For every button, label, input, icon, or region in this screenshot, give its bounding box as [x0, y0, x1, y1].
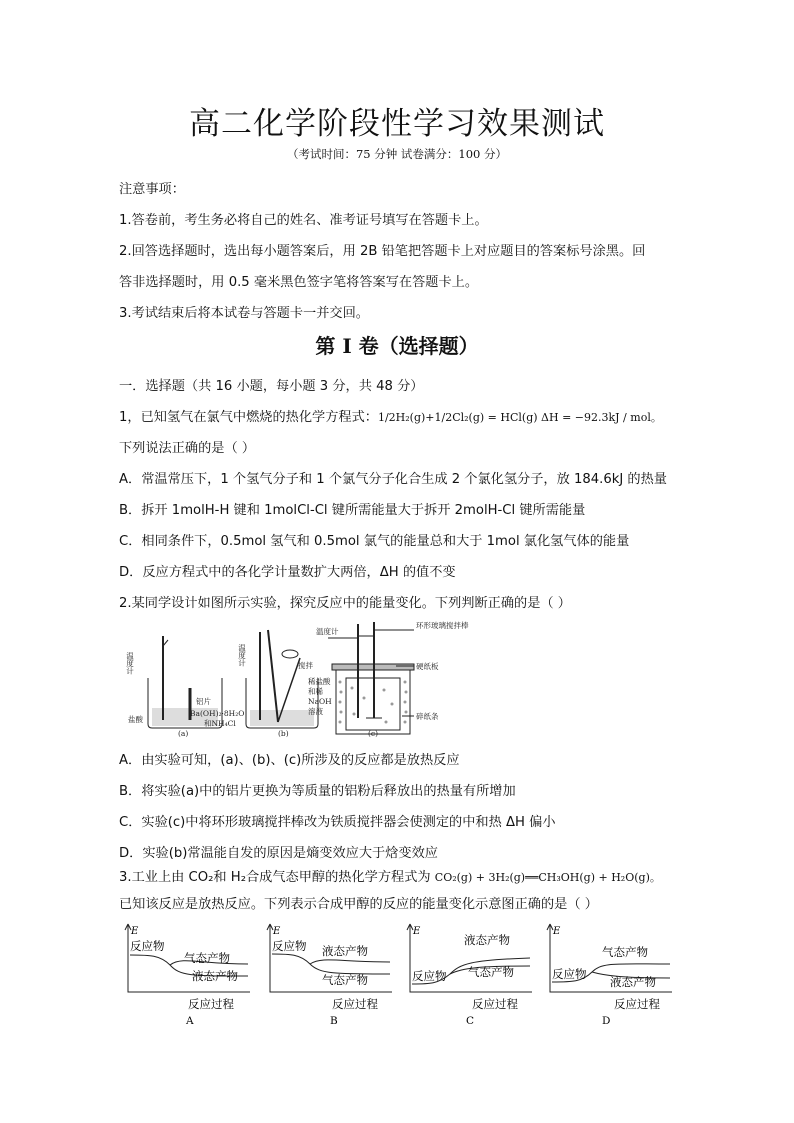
graph-c-axis-e: E [413, 926, 421, 937]
note-item-3: 3.考试结束后将本试卷与答题卡一并交回。 [119, 306, 369, 321]
fig-b-reagent1: Ba(OH)₂·8H₂O [190, 709, 245, 718]
fig-c-stirrer: 环形玻璃搅拌棒 [416, 621, 469, 630]
exam-subtitle: （考试时间：75 分钟 试卷满分：100 分） [286, 147, 508, 161]
q1-stem-text: 1，已知氢气在氯气中燃烧的热化学方程式： [119, 410, 378, 425]
graph-d-prod1: 气态产物 [602, 945, 648, 959]
fig-c-sol3: NaOH [308, 697, 332, 706]
energy-graph-a [125, 924, 250, 1027]
graph-a-reactant: 反应物 [130, 939, 165, 953]
q1-stem-b: 下列说法正确的是（ ） [119, 441, 256, 456]
graph-a-prod2: 液态产物 [192, 969, 238, 983]
graph-a-letter: A [186, 1015, 194, 1027]
graph-d-prod2: 液态产物 [610, 975, 656, 989]
q1-option-d: D．反应方程式中的各化学计量数扩大两倍，ΔH 的值不变 [119, 565, 456, 580]
q3-stem [119, 866, 661, 885]
exam-title: 高二化学阶段性学习效果测试 [189, 106, 605, 142]
graph-d-reactant: 反应物 [552, 967, 587, 981]
fig-c-label: (c) [368, 729, 379, 738]
q2-option-d: D．实验(b)常温能自发的原因是熵变效应大于焓变效应 [119, 846, 438, 861]
graph-c-axis-x: 反应过程 [472, 997, 518, 1011]
graph-b-letter: B [330, 1015, 338, 1027]
fig-c-thermo: 温度计 [316, 627, 339, 636]
fig-b-reagent2: 和NH₄Cl [204, 719, 236, 728]
graph-b-reactant: 反应物 [272, 939, 307, 953]
note-item-2a: 2.回答选择题时，选出每小题答案后，用 2B 铅笔把答题卡上对应题目的答案标号涂黑。回 [119, 244, 646, 259]
section-title: 第 I 卷（选择题） [315, 334, 479, 358]
energy-graph-c [407, 924, 532, 1027]
graph-d-axis-x: 反应过程 [614, 997, 660, 1011]
graph-b-prod2: 气态产物 [322, 973, 368, 987]
q2-option-a: A．由实验可知，(a)、(b)、(c)所涉及的反应都是放热反应 [119, 753, 460, 768]
fig-b-label: (b) [278, 729, 289, 738]
note-item-2b: 答非选择题时，用 0.5 毫米黑色签字笔将答案写在答题卡上。 [119, 275, 479, 290]
q2-apparatus-figure [125, 618, 469, 738]
fig-c-sol1: 稀盐酸 [308, 677, 331, 686]
graph-a-axis-x: 反应过程 [188, 997, 234, 1011]
q3-stem-b: 已知该反应是放热反应。下列表示合成甲醇的反应的能量变化示意图正确的是（ ） [119, 897, 598, 912]
graph-b-axis-x: 反应过程 [332, 997, 378, 1011]
graph-c-letter: C [466, 1015, 475, 1027]
graph-c-reactant: 反应物 [412, 969, 447, 983]
q1-stem [119, 406, 662, 425]
q3-stem-text: 3.工业上由 CO₂和 H₂合成气态甲醇的热化学方程式为 [119, 870, 435, 885]
fig-a-label: (a) [178, 729, 189, 738]
graph-c-prod2: 气态产物 [468, 965, 514, 979]
q3-energy-diagrams [120, 920, 680, 1030]
energy-graph-b [267, 924, 392, 1027]
fig-c-sol2: 和稀 [308, 687, 323, 696]
graph-d-letter: D [602, 1015, 611, 1027]
note-item-1: 1.答卷前，考生务必将自己的姓名、准考证号填写在答题卡上。 [119, 213, 488, 228]
fig-c-sol4: 溶液 [308, 707, 323, 716]
graph-d-axis-e: E [553, 926, 561, 937]
q1-option-c: C．相同条件下，0.5mol 氢气和 0.5mol 氯气的能量总和大于 1mol 氯化氢气体的能量 [119, 534, 630, 549]
graph-a-prod1: 气态产物 [184, 951, 230, 965]
graph-a-axis-e: E [131, 926, 139, 937]
fig-b-thermo: 温度计 [237, 644, 247, 667]
fig-c-board: 硬纸板 [416, 662, 439, 671]
fig-a-plate: 铝片 [196, 697, 211, 706]
q1-option-a: A．常温常压下，1 个氢气分子和 1 个氯气分子化合生成 2 个氯化氢分子，放 184.6kJ 的热量 [119, 472, 667, 487]
energy-graph-d [547, 924, 672, 1027]
fig-a-thermo: 温度计 [125, 652, 135, 675]
graph-c-prod1: 液态产物 [464, 933, 510, 947]
q2-option-b: B．将实验(a)中的铝片更换为等质量的铝粉后释放出的热量有所增加 [119, 784, 516, 799]
fig-c-paper: 碎纸条 [416, 712, 439, 721]
section-part: 一．选择题（共 16 小题，每小题 3 分，共 48 分） [119, 379, 424, 394]
graph-b-prod1: 液态产物 [322, 944, 368, 958]
q1-option-b: B．拆开 1molH-H 键和 1molCl-Cl 键所需能量大于拆开 2molH-Cl 键所需能量 [119, 503, 586, 518]
graph-b-axis-e: E [273, 926, 281, 937]
q2-option-c: C．实验(c)中将环形玻璃搅拌棒改为铁质搅拌器会使测定的中和热 ΔH 偏小 [119, 815, 556, 830]
fig-b-stir: 搅拌 [298, 661, 313, 670]
q2-stem: 2.某同学设计如图所示实验，探究反应中的能量变化。下列判断正确的是（ ） [119, 596, 571, 611]
notes-heading: 注意事项： [119, 182, 185, 197]
q3-equation: CO₂(g) + 3H₂(g)══CH₃OH(g) + H₂O(g)。 [434, 871, 661, 884]
q1-equation: 1/2H₂(g)+1/2Cl₂(g) = HCl(g) ΔH = −92.3kJ / mol。 [377, 411, 662, 424]
fig-a-acid: 盐酸 [128, 715, 143, 724]
